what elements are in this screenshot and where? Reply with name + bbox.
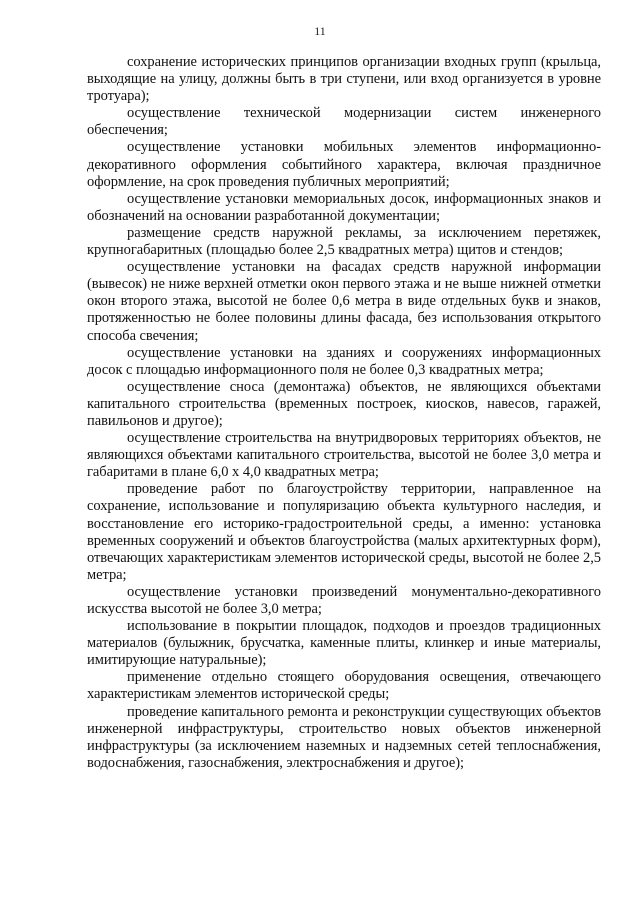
- paragraph-monumental-art: осуществление установки произведений монументально-декоративного искусства высотой не более 3,0 метра;: [87, 583, 601, 617]
- paragraph-memorial-plaques: осуществление установки мемориальных досок, информационных знаков и обозначений на основании разработанной документации;: [87, 190, 601, 224]
- body-text: [87, 54, 601, 772]
- paragraph-mobile-decorative-elements: осуществление установки мобильных элементов информационно-декоративного оформления событийного характера, включая праздничное оформление, на срок проведения публичных мероприятий;: [87, 139, 601, 190]
- paragraph-infrastructure-repair: проведение капитального ремонта и реконструкции существующих объектов инженерной инфраструктуры, строительство новых объектов инженерной инфраструктуры (за исключением наземных и надземных сетей теплоснабжения, водоснабжения, газоснабжения, электроснабжения и другое);: [87, 703, 601, 771]
- page-number: 11: [314, 24, 326, 38]
- paragraph-courtyard-construction: осуществление строительства на внутридворовых территориях объектов, не являющихся объектами капитального строительства, высотой не более 3,0 метра и габаритами в плане 6,0 х 4,0 квадратных метра;: [87, 430, 601, 481]
- paragraph-paving-materials: использование в покрытии площадок, подходов и проездов традиционных материалов (булыжник, брусчатка, каменные плиты, клинкер и иные материалы, имитирующие натуральные);: [87, 618, 601, 669]
- paragraph-engineering-modernization: осуществление технической модернизации систем инженерного обеспечения;: [87, 105, 601, 139]
- paragraph-information-boards: осуществление установки на зданиях и сооружениях информационных досок с площадью информационного поля не более 0,3 квадратных метра;: [87, 344, 601, 378]
- paragraph-landscaping-works: проведение работ по благоустройству территории, направленное на сохранение, использование и популяризацию объекта культурного наследия, и восстановление его историко-градостроительной среды, а именно: установка временных сооружений и объектов благоустройства (малых архитектурных форм), отвечающих характеристикам элементов исторической среды, высотой не более 2,5 метра;: [87, 481, 601, 583]
- paragraph-facade-signage: осуществление установки на фасадах средств наружной информации (вывесок) не ниже верхней отметки окон первого этажа и не выше нижней отметки окон второго этажа, высотой не более 0,6 метра в виде отдельных букв и знаков, протяженностью не более половины длины фасада, без использования открытого способа свечения;: [87, 259, 601, 344]
- paragraph-lighting-equipment: применение отдельно стоящего оборудования освещения, отвечающего характеристикам элементов исторической среды;: [87, 669, 601, 703]
- paragraph-outdoor-advertising: размещение средств наружной рекламы, за исключением перетяжек, крупногабаритных (площадью более 2,5 квадратных метра) щитов и стендов;: [87, 224, 601, 259]
- paragraph-entrance-groups: сохранение исторических принципов организации входных групп (крыльца, выходящие на улицу, должны быть в три ступени, или вход организуется в уровне тротуара);: [87, 54, 601, 105]
- paragraph-demolition: осуществление сноса (демонтажа) объектов, не являющихся объектами капитального строительства (временных построек, киосков, навесов, гаражей, павильонов и другое);: [87, 378, 601, 429]
